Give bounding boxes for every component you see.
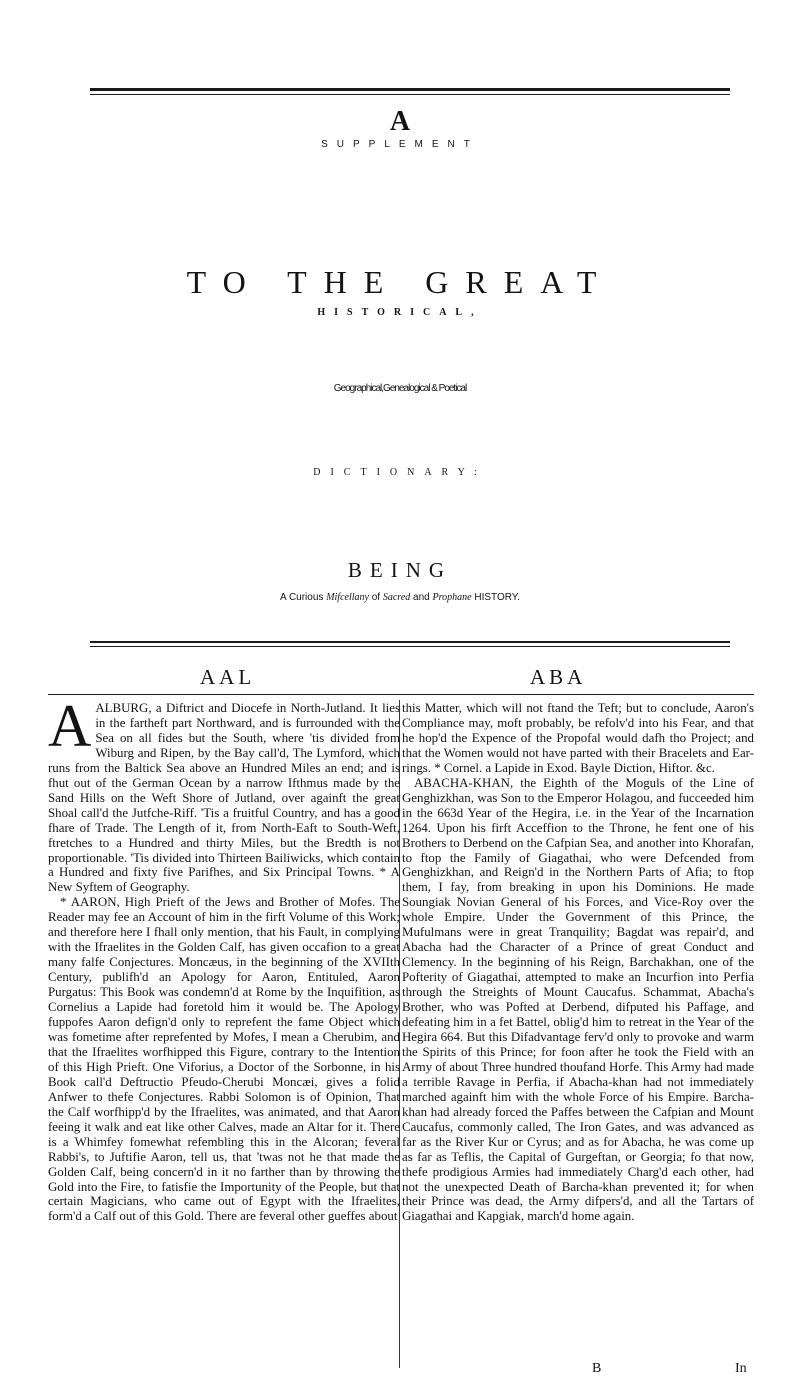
title-subtitle (0, 592, 800, 603)
subtitle-history: HISTORY. (471, 592, 520, 603)
subtitle-pre: A Curious (280, 592, 327, 603)
signature-mark: B (592, 1361, 602, 1376)
entry-aalburg (48, 701, 400, 895)
top-rule-thin (90, 94, 730, 95)
left-column (48, 701, 400, 1371)
subtitle-sacred: Sacred (382, 592, 411, 603)
mid-rule-thick (90, 641, 730, 643)
title-being: BEING (347, 558, 453, 582)
title-to-the-great: TO THE GREAT (186, 264, 614, 300)
entry-text: High Prieft of the Jews and Brother of Mofes. The Reader may fee an Account of him in the firft Volume of this Work; and therefore here I fhall only mention, that his Fault, in complying with the Ifraelites in the Golden Calf, has given occafion to a great many falfe Conjectures. Moncæus, in the beginning of the XVIIth Century, publifh'd an Apology for Aaron, Entituled, Aaron Purgatus: This Book was condemn'd at Rome by the Inquifition, as Cornelius a Lapide had foretold him it would be. The Apology fuppofes Aaron defign'd only to reprefent the fame Object which was fometime after reprefented by Mofes, I mean a Cherubim, and that the Ifraelites worfhipped this Figure, contrary to the Intention of this High Prieft. One Viforius, a Doctor of the Sorbonne, in his Book call'd Deftructio Pfeudo-Cherubi Moncæi, gives a folid Anfwer to thefe Conjectures. Rabbi Solomon is of Opinion, That the Calf worfhipp'd by the Ifraelites, was animated, and that Aaron feeing it walk and eat like other Calves, made an Altar for it. There is a Whimfey fomewhat refembling this in the Alcoran; feveral Rabbi's, to Juftifie Aaron, tell us, that 'twas not he that made the Golden Calf, being concern'd in it no farther than by throwing the Gold into the Fire, to fatisfie the Importunity of the People, but that certain Magicians, who came out of Egypt with the Ifraelites, form'd a Calf out of this Gold. There are feveral other gueffes about (48, 895, 400, 1224)
catchword: In (735, 1361, 747, 1376)
header-rule (48, 694, 754, 695)
title-geographical: Geographical,Genealogical & Poetical (333, 383, 467, 394)
running-head-left: AAL (200, 665, 256, 689)
top-rule-thick (90, 88, 730, 91)
entry-abacha-khan (402, 776, 754, 1225)
entry-aaron-continued (402, 701, 754, 776)
title-historical: HISTORICAL, (317, 307, 483, 318)
right-column (402, 701, 754, 1371)
subtitle-and: and (410, 592, 433, 603)
subtitle-of: of (368, 592, 383, 603)
headword: ABACHA-KHAN, (414, 775, 514, 790)
running-head-right: ABA (530, 665, 587, 689)
title-dictionary: DICTIONARY: (313, 467, 487, 478)
drop-cap: A (48, 701, 92, 759)
subtitle-miscellany: Mifcellany (326, 592, 369, 603)
entry-text: a Diftrict and Diocefe in North-Jutland. It lies in the fartheft part Northward, and is furrounded with the Sea on all fides but the South, where 'tis divided from Wiburg and Ripen, by the Bay call'd, The Lymford, which runs from the Baltick Sea above an Hundred Miles an end; and is fhut out of the German Ocean by a narrow Ifthmus made by the Sand Hills on the Weft Shore of Jutland, over againft the great Shoal call'd the Jutfche-Riff. 'Tis a fruitful Country, and has a good fhare of Trade. The Length of it, from North-Eaft to South-Weft, ftretches to a Hundred and thirty Miles, but the Bredth is not proportionable. 'Tis divided into Thirteen Bailiwicks, which contain a Hundred and fixty five Parifhes, and Six Principal Towns. * A New Syftem of Geography. (48, 701, 400, 895)
entry-text: the Eighth of the Moguls of the Line of Genghizkhan, was Son to the Emperor Holagou, and fucceeded him in the 663d Year of the Hegira, i.e. in the Year of the Incarnation 1264. Upon his firft Acceffion to the Throne, he fent one of his Brothers to Derbend on the Cafpian Sea, and another into Khorafan, to ftop the Family of Giagathai, who were Defcended from Genghizkhan, and Reign'd in the Northern Parts of Afia; to ftop them, I fay, from breaking in upon his Dominions. He made Soungiak Novian General of his Forces, and Vice-Roy over the whole Empire. Under the Government of this Prince, the Mufulmans were in great Tranquility; Bagdat was repair'd, and Abacha had the Character of a Prince of great Conduct and Clemency. In the beginning of his Reign, Barchakhan, one of the Pofterity of Giagathai, attempted to make an Incurfion into Perfia through the Streights of Mount Caucafus. Schammat, Abacha's Brother, who was Pofted at Derbend, difputed his Paffage, and defeating him in a fet Battel, oblig'd him to retreat in the Year of the Hegira 664. But this Difadvantage ferv'd only to provoke and warm the Spirits of this Prince; for foon after he took the Field with an Army of about Three hundred thoufand Horfe. This Army had made a terrible Ravage in Perfia, if Abacha-khan had not immediately marched againft him with the whole Force of his Empire. Barcha-khan had already forced the Paffes between the Cafpian and Mount Caucafus, commonly called, The Iron Gates, and was advanced as far as the River Kur or Cyrus; and as for Abacha, he was come up as far as Teflis, the Capital of Gurgeftan, or Georgia; fo that now, thefe prodigious Armies had immediately Charg'd each other, had not the unexpected Death of Barcha-khan prevented it; for when their Prince was dead, the Army difpers'd, and all the Tartars of Giagathai and Kapgiak, march'd home again. (402, 775, 754, 1224)
entry-aaron (48, 895, 400, 1224)
entry-text: this Matter, which will not ftand the Teft; but to conclude, Aaron's Compliance may, moft probably, be refolv'd into his Fear, and that he hop'd the Expence of the Propofal would dafh tho Project; and that the Women would not have parted with their Bracelets and Ear-rings. * Cornel. a Lapide in Exod. Bayle Diction, Hiftor. &c. (402, 701, 754, 775)
title-supplement: SUPPLEMENT (321, 139, 479, 150)
headword: ALBURG, (95, 701, 152, 715)
title-article: A (389, 106, 411, 137)
subtitle-prophane: Prophane (432, 592, 472, 603)
headword: * AARON, (60, 895, 120, 910)
mid-rule-thin (90, 646, 730, 647)
